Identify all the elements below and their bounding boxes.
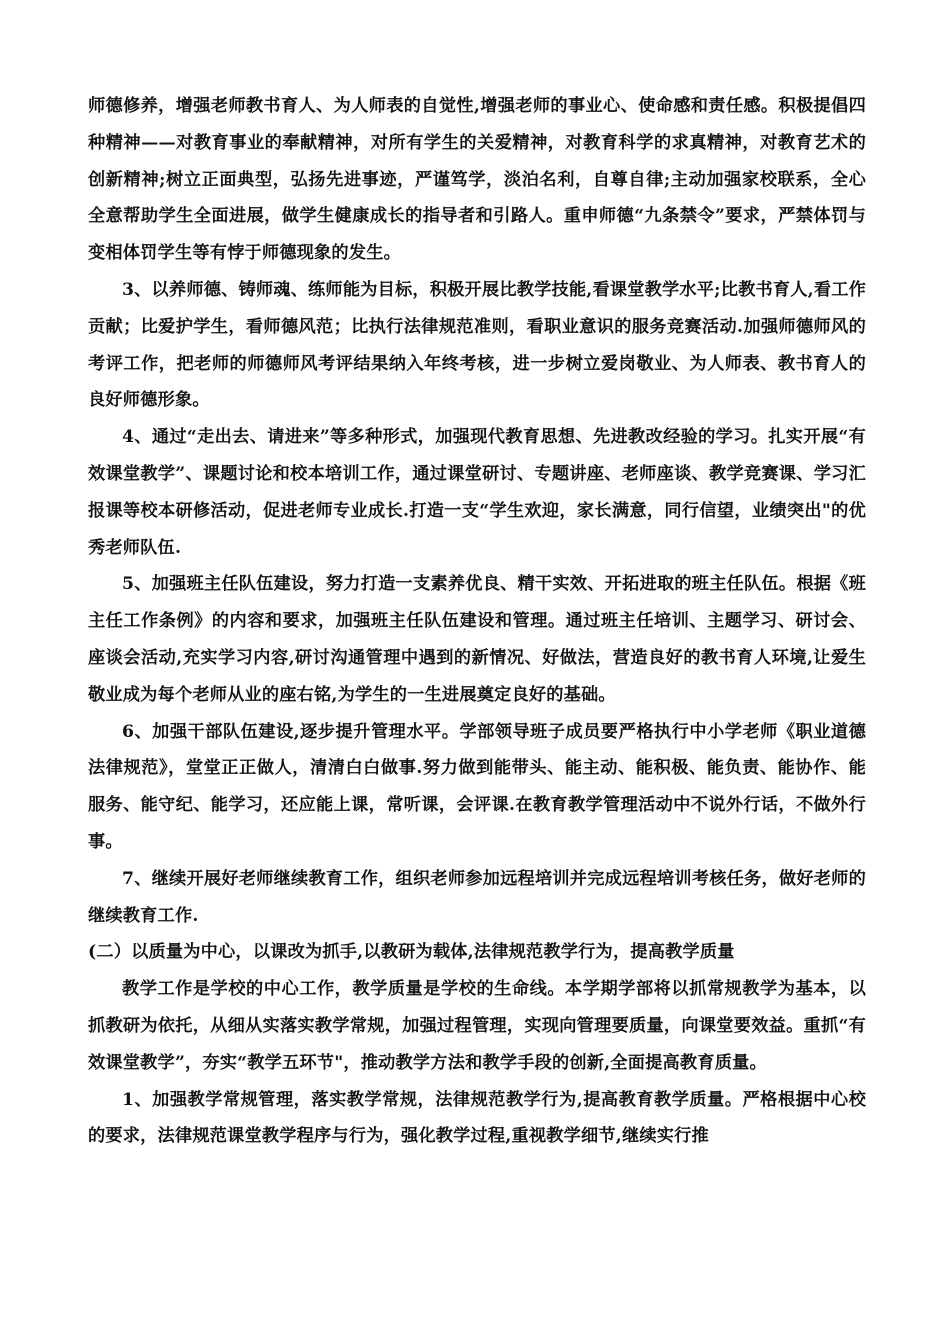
document-page — [88, 88, 866, 1155]
paragraph-item-7: 7、继续开展好老师继续教育工作，组织老师参加远程培训并完成远程培训考核任务，做好老师的继续教育工作. — [88, 868, 866, 926]
section-heading-2: (二）以质量为中心，以课改为抓手,以教研为载体,法律规范教学行为，提高教学质量 — [88, 942, 735, 963]
paragraph-teaching-intro: 教学工作是学校的中心工作，教学质量是学校的生命线。本学期学部将以抓常规教学为基本，以抓教研为依托，从细从实落实教学常规，加强过程管理，实现向管理要质量，向课堂要效益。重抓“有效课堂教学”，夯实“教学五环节"，推动教学方法和教学手段的创新,全面提高教育质量。 — [88, 979, 866, 1073]
paragraph-item-5: 5、加强班主任队伍建设，努力打造一支素养优良、精干实效、开拓进取的班主任队伍。根据《班主任工作条例》的内容和要求，加强班主任队伍建设和管理。通过班主任培训、主题学习、研讨会、座谈会活动,充实学习内容,研讨沟通管理中遇到的新情况、好做法，营造良好的教书育人环境,让爱生敬业成为每个老师从业的座右铭,为学生的一生进展奠定良好的基础。 — [88, 574, 866, 705]
paragraph-teaching-item-1: 1、加强教学常规管理，落实教学常规，法律规范教学行为,提高教育教学质量。严格根据中心校的要求，法律规范课堂教学程序与行为，强化教学过程,重视教学细节,继续实行推 — [88, 1089, 866, 1147]
paragraph-item-3: 3、以养师德、铸师魂、练师能为目标，积极开展比教学技能,看课堂教学水平;比教书育人,看工作贡献；比爱护学生，看师德风范；比执行法律规范准则，看职业意识的服务竞赛活动.加强师德师风的考评工作，把老师的师德师风考评结果纳入年终考核，进一步树立爱岗敬业、为人师表、教书育人的良好师德形象。 — [88, 279, 866, 411]
paragraph-teacher-ethics: 师德修养，增强老师教书育人、为人师表的自觉性,增强老师的事业心、使命感和责任感。积极提倡四种精神——对教育事业的奉献精神，对所有学生的关爱精神，对教育科学的求真精神，对教育艺术的创新精神;树立正面典型，弘扬先进事迹，严谨笃学，淡泊名利，自尊自律;主动加强家校联系，全心全意帮助学生全面进展，做学生健康成长的指导者和引路人。重申师德“九条禁令”要求，严禁体罚与变相体罚学生等有悖于师德现象的发生。 — [88, 96, 866, 264]
paragraph-item-6: 6、加强干部队伍建设,逐步提升管理水平。学部领导班子成员要严格执行中小学老师《职业道德法律规范》，堂堂正正做人，清清白白做事.努力做到能带头、能主动、能积极、能负责、能协作、能服务、能守纪、能学习，还应能上课，常听课，会评课.在教育教学管理活动中不说外行话，不做外行事。 — [88, 721, 866, 852]
paragraph-item-4: 4、通过“走出去、请进来”等多种形式，加强现代教育思想、先进教改经验的学习。扎实开展“有效课堂教学”、课题讨论和校本培训工作，通过课堂研讨、专题讲座、老师座谈、教学竞赛课、学习汇报课等校本研修活动，促进老师专业成长.打造一支“学生欢迎，家长满意，同行信望，业绩突出"的优秀老师队伍. — [88, 427, 866, 558]
